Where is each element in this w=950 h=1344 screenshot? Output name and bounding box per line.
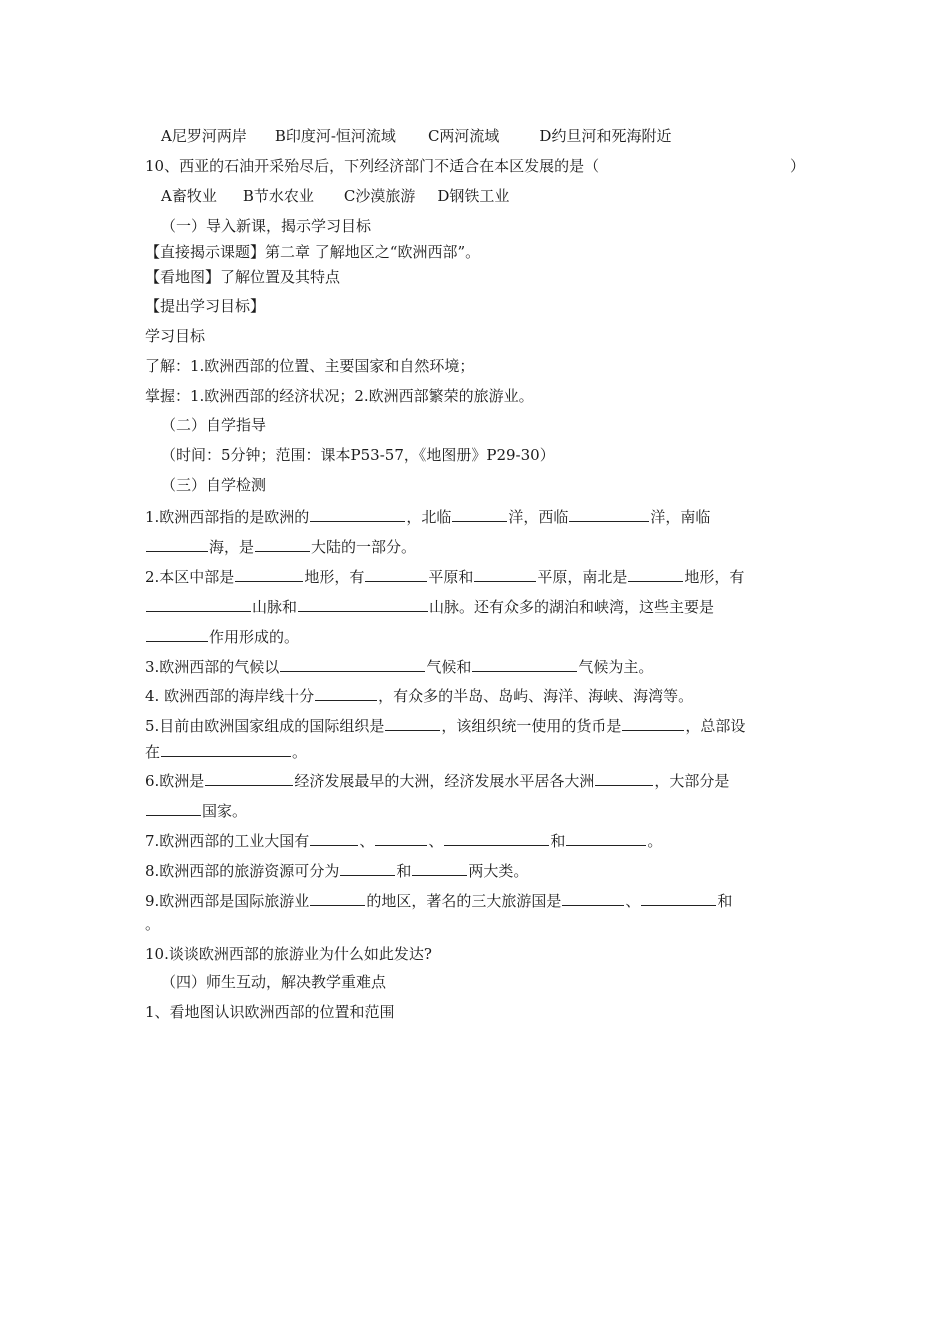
fill-blank[interactable] bbox=[161, 740, 291, 757]
fill-blank[interactable] bbox=[622, 714, 684, 731]
question-10 bbox=[145, 156, 805, 176]
question-10-close: ） bbox=[789, 157, 805, 175]
item-5: 5.目前由欧洲国家组成的国际组织是 ，该组织统一使用的货币是 ，总部设 bbox=[145, 714, 745, 736]
item-2-cont: 作用形成的。 bbox=[145, 625, 299, 647]
item-3: 3.欧洲西部的气候以 气候和 气候为主。 bbox=[145, 655, 653, 677]
fill-blank[interactable] bbox=[146, 535, 208, 552]
fill-blank[interactable] bbox=[641, 889, 716, 906]
item-5-cont: 在 。 bbox=[145, 740, 307, 762]
question-10-options bbox=[161, 186, 509, 206]
fill-blank[interactable] bbox=[474, 565, 536, 582]
item-7: 7.欧洲西部的工业大国有 、 、 和 。 bbox=[145, 829, 662, 851]
fill-blank[interactable] bbox=[375, 829, 427, 846]
goals-title: 学习目标 bbox=[145, 327, 206, 345]
fill-blank[interactable] bbox=[385, 714, 440, 731]
option-c: C沙漠旅游 bbox=[343, 187, 416, 205]
fill-blank[interactable] bbox=[365, 565, 427, 582]
item-2: 2.本区中部是 地形，有 平原和 平原，南北是 地形，有 bbox=[145, 565, 744, 587]
prev-question-options bbox=[161, 126, 671, 146]
item-10: 10.谈谈欧洲西部的旅游业为什么如此发达? bbox=[145, 945, 432, 963]
option-d: D钢铁工业 bbox=[437, 187, 510, 205]
fill-blank[interactable] bbox=[340, 859, 395, 876]
fill-blank[interactable] bbox=[412, 859, 467, 876]
fill-blank[interactable] bbox=[315, 684, 377, 701]
option-b: B印度河-恒河流域 bbox=[274, 127, 396, 145]
option-c: C两河流域 bbox=[427, 127, 500, 145]
fill-blank[interactable] bbox=[255, 535, 310, 552]
fill-blank[interactable] bbox=[472, 655, 577, 672]
item-1-cont: 海，是 大陆的一部分。 bbox=[145, 535, 416, 557]
intro-goals: 【提出学习目标】 bbox=[145, 297, 266, 315]
fill-blank[interactable] bbox=[562, 889, 624, 906]
fill-blank[interactable] bbox=[310, 829, 358, 846]
section-heading: （二）自学指导 bbox=[161, 416, 267, 434]
item-6: 6.欧洲是 经济发展最早的大洲，经济发展水平居各大洲 ，大部分是 bbox=[145, 769, 729, 791]
fill-blank[interactable] bbox=[628, 565, 683, 582]
fill-blank[interactable] bbox=[280, 655, 425, 672]
option-b: B节水农业 bbox=[242, 187, 314, 205]
item-2-cont: 山脉和 山脉。还有众多的湖泊和峡湾，这些主要是 bbox=[145, 595, 714, 617]
fill-blank[interactable] bbox=[310, 505, 405, 522]
item-6-cont: 国家。 bbox=[145, 799, 247, 821]
fill-blank[interactable] bbox=[146, 625, 208, 642]
map-task: 1、看地图认识欧洲西部的位置和范围 bbox=[145, 1003, 395, 1021]
section-heading: （一）导入新课，揭示学习目标 bbox=[161, 217, 372, 235]
fill-blank[interactable] bbox=[235, 565, 303, 582]
guide-text: （时间：5分钟；范围：课本P53-57，《地图册》P29-30） bbox=[161, 446, 555, 464]
fill-blank[interactable] bbox=[452, 505, 507, 522]
section-heading: （三）自学检测 bbox=[161, 476, 267, 494]
item-9: 9.欧洲西部是国际旅游业 的地区，著名的三大旅游国是 、 和 bbox=[145, 889, 732, 911]
intro-topic: 【直接揭示课题】第二章 了解地区之“欧洲西部”。 bbox=[145, 243, 481, 261]
fill-blank[interactable] bbox=[146, 799, 201, 816]
fill-blank[interactable] bbox=[310, 889, 365, 906]
fill-blank[interactable] bbox=[146, 595, 251, 612]
item-1: 1.欧洲西部指的是欧洲的 ，北临 洋，西临 洋，南临 bbox=[145, 505, 710, 527]
question-10-text: 10、西亚的石油开采殆尽后，下列经济部门不适合在本区发展的是（ bbox=[145, 157, 600, 175]
fill-blank[interactable] bbox=[595, 769, 653, 786]
option-d: D约旦河和死海附近 bbox=[539, 127, 672, 145]
intro-map: 【看地图】了解位置及其特点 bbox=[145, 268, 341, 286]
item-9-cont: 。 bbox=[145, 915, 161, 933]
option-a: A尼罗河两岸 bbox=[161, 127, 247, 145]
fill-blank[interactable] bbox=[566, 829, 646, 846]
item-8: 8.欧洲西部的旅游资源可分为 和 两大类。 bbox=[145, 859, 528, 881]
fill-blank[interactable] bbox=[205, 769, 293, 786]
fill-blank[interactable] bbox=[444, 829, 549, 846]
option-a: A畜牧业 bbox=[161, 187, 217, 205]
goal-understand: 了解：1.欧洲西部的位置、主要国家和自然环境； bbox=[145, 357, 475, 375]
goal-master: 掌握：1.欧洲西部的经济状况；2.欧洲西部繁荣的旅游业。 bbox=[145, 387, 534, 405]
section-heading: （四）师生互动，解决教学重难点 bbox=[161, 973, 387, 991]
fill-blank[interactable] bbox=[569, 505, 649, 522]
fill-blank[interactable] bbox=[298, 595, 428, 612]
item-4: 4. 欧洲西部的海岸线十分 ，有众多的半岛、岛屿、海洋、海峡、海湾等。 bbox=[145, 684, 693, 706]
